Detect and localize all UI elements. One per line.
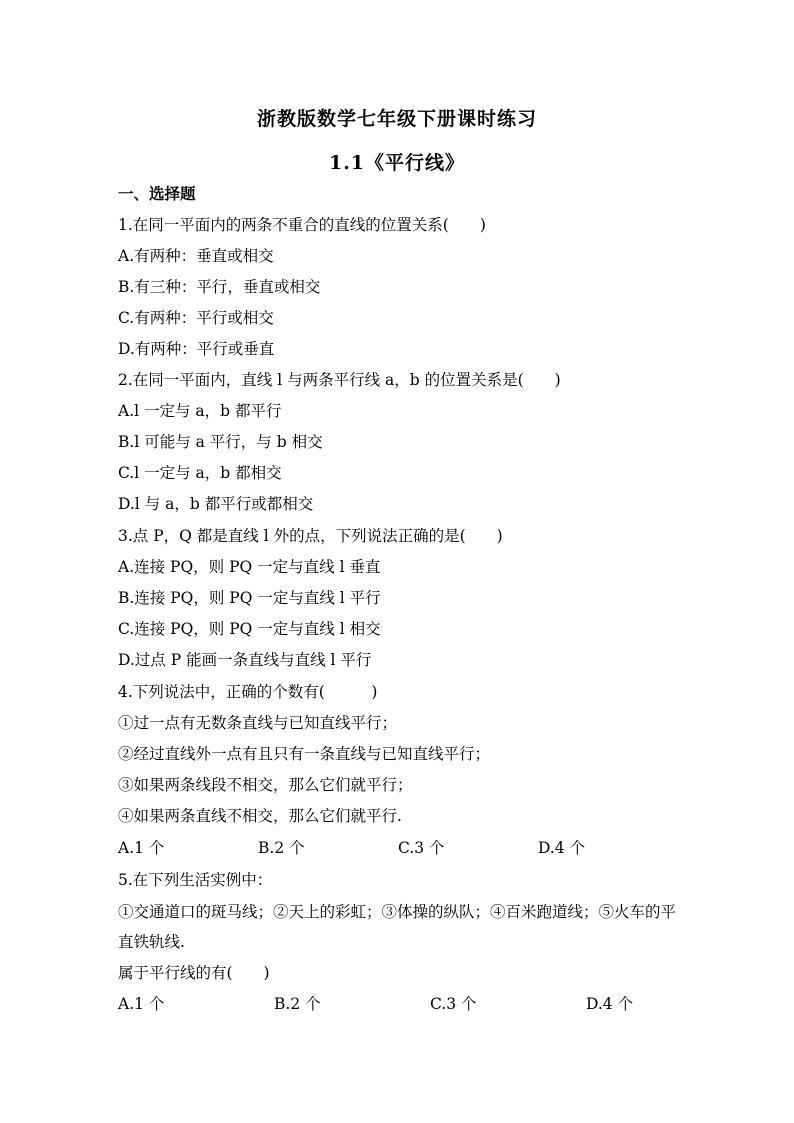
question-4-statement-3: ③如果两条线段不相交，那么它们就平行； bbox=[118, 776, 413, 794]
question-3-option-c: C.连接 PQ，则 PQ 一定与直线 l 相交 bbox=[118, 620, 381, 638]
question-4-option-d: D.4 个 bbox=[538, 839, 586, 857]
document-title: 浙教版数学七年级下册课时练习 bbox=[256, 108, 537, 130]
question-2-option-c: C.l 一定与 a，b 都相交 bbox=[118, 464, 282, 482]
question-1-option-a: A.有两种：垂直或相交 bbox=[118, 247, 274, 265]
question-5-statement-line-1: ①交通道口的斑马线；②天上的彩虹；③体操的纵队；④百米跑道线；⑤火车的平 bbox=[118, 903, 677, 921]
question-4-option-c: C.3 个 bbox=[398, 839, 445, 857]
question-4-statement-4: ④如果两条直线不相交，那么它们就平行. bbox=[118, 807, 402, 825]
section-heading: 一、选择题 bbox=[118, 184, 196, 203]
question-4-option-b: B.2 个 bbox=[258, 839, 305, 857]
question-3-option-a: A.连接 PQ，则 PQ 一定与直线 l 垂直 bbox=[118, 558, 381, 576]
question-5-option-d: D.4 个 bbox=[586, 995, 634, 1013]
question-2-option-a: A.l 一定与 a，b 都平行 bbox=[118, 402, 282, 420]
question-5-prompt: 属于平行线的有( ) bbox=[118, 964, 270, 982]
question-2-option-b: B.l 可能与 a 平行，与 b 相交 bbox=[118, 433, 323, 451]
question-5-stem: 5.在下列生活实例中： bbox=[118, 871, 273, 889]
question-4-statement-2: ②经过直线外一点有且只有一条直线与已知直线平行； bbox=[118, 745, 491, 763]
question-2-option-d: D.l 与 a，b 都平行或都相交 bbox=[118, 495, 314, 513]
question-2-stem: 2.在同一平面内，直线 l 与两条平行线 a，b 的位置关系是( ) bbox=[118, 371, 561, 389]
question-1-stem: 1.在同一平面内的两条不重合的直线的位置关系( ) bbox=[118, 216, 486, 234]
question-5-option-a: A.1 个 bbox=[118, 995, 165, 1013]
question-5-option-c: C.3 个 bbox=[430, 995, 477, 1013]
document-subtitle: 1.1《平行线》 bbox=[328, 152, 466, 174]
question-4-stem: 4.下列说法中，正确的个数有( ) bbox=[118, 683, 378, 701]
question-5-option-b: B.2 个 bbox=[274, 995, 321, 1013]
question-1-option-b: B.有三种：平行，垂直或相交 bbox=[118, 278, 321, 296]
question-5-statement-line-2: 直铁轨线. bbox=[118, 933, 185, 951]
question-3-stem: 3.点 P，Q 都是直线 l 外的点，下列说法正确的是( ) bbox=[118, 527, 503, 545]
question-1-option-c: C.有两种：平行或相交 bbox=[118, 309, 274, 327]
question-4-statement-1: ①过一点有无数条直线与已知直线平行； bbox=[118, 714, 398, 732]
question-3-option-b: B.连接 PQ，则 PQ 一定与直线 l 平行 bbox=[118, 589, 381, 607]
question-1-option-d: D.有两种：平行或垂直 bbox=[118, 340, 275, 358]
question-3-option-d: D.过点 P 能画一条直线与直线 l 平行 bbox=[118, 651, 372, 669]
question-4-option-a: A.1 个 bbox=[118, 839, 165, 857]
